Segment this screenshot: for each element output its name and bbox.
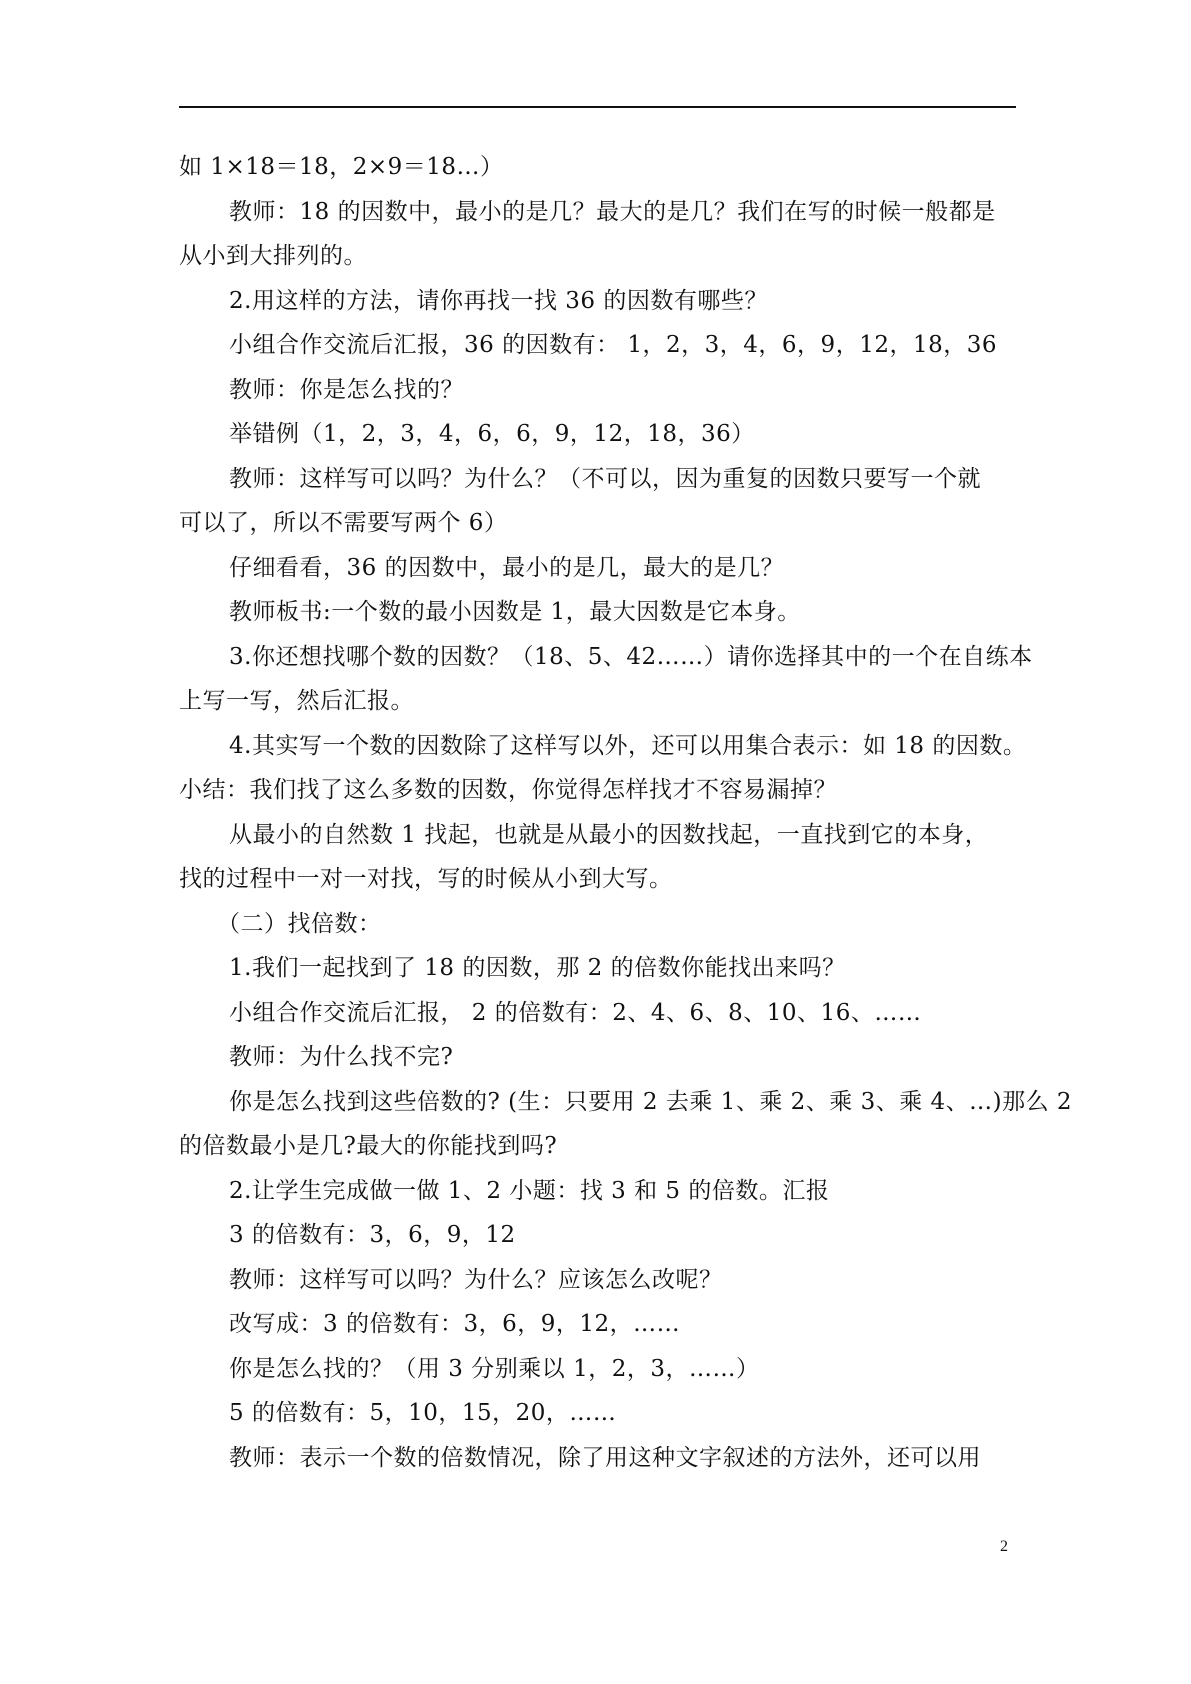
paragraph-line: 教师：表示一个数的倍数情况，除了用这种文字叙述的方法外，还可以用 bbox=[229, 1444, 981, 1471]
paragraph-line: 你是怎么找到这些倍数的? (生：只要用 2 去乘 1、乘 2、乘 3、乘 4、…)那么 2 bbox=[229, 1088, 1073, 1115]
paragraph-line: 小组合作交流后汇报，36 的因数有： 1，2，3，4，6，9，12，18，36 bbox=[229, 332, 997, 358]
page-number: 2 bbox=[1000, 1538, 1008, 1555]
paragraph-line: 找的过程中一对一对找，写的时候从小到大写。 bbox=[179, 866, 673, 892]
paragraph-line: 教师：你是怎么找的？ bbox=[229, 376, 464, 403]
paragraph-line: 从小到大排列的。 bbox=[179, 243, 367, 269]
paragraph-line: 上写一写，然后汇报。 bbox=[179, 688, 414, 714]
paragraph-line: 的倍数最小是几?最大的你能找到吗? bbox=[179, 1133, 558, 1159]
paragraph-line: 教师：这样写可以吗？为什么？（不可以，因为重复的因数只要写一个就 bbox=[229, 465, 981, 492]
paragraph-line: 2.用这样的方法，请你再找一找 36 的因数有哪些？ bbox=[229, 287, 768, 314]
paragraph-line: 举错例（1，2，3，4，6，6，9，12，18，36） bbox=[229, 421, 755, 447]
paragraph-line: 3 的倍数有：3，6，9，12 bbox=[229, 1222, 516, 1248]
paragraph-line: 如 1×18＝18，2×9＝18…） bbox=[179, 154, 504, 180]
header-rule bbox=[179, 106, 1016, 108]
paragraph-line: 3.你还想找哪个数的因数？（18、5、42……）请你选择其中的一个在自练本 bbox=[229, 643, 1033, 670]
document-body bbox=[179, 145, 1073, 1480]
paragraph-line: 可以了，所以不需要写两个 6） bbox=[179, 510, 508, 536]
paragraph-line: （二）找倍数： bbox=[217, 910, 382, 937]
paragraph-line: 1.我们一起找到了 18 的因数，那 2 的倍数你能找出来吗？ bbox=[229, 955, 846, 981]
paragraph-line: 改写成：3 的倍数有：3，6，9，12，…… bbox=[229, 1311, 681, 1337]
paragraph-line: 仔细看看，36 的因数中，最小的是几，最大的是几？ bbox=[229, 554, 785, 581]
paragraph-line: 教师：这样写可以吗？为什么？应该怎么改呢？ bbox=[229, 1266, 723, 1293]
paragraph-line: 4.其实写一个数的因数除了这样写以外，还可以用集合表示：如 18 的因数。 bbox=[229, 732, 1027, 759]
paragraph-line: 小组合作交流后汇报， 2 的倍数有：2、4、6、8、10、16、…… bbox=[229, 999, 922, 1026]
paragraph-line: 从最小的自然数 1 找起，也就是从最小的因数找起，一直找到它的本身， bbox=[229, 821, 989, 848]
paragraph-line: 5 的倍数有：5，10，15，20，…… bbox=[229, 1400, 617, 1426]
paragraph-line: 2.让学生完成做一做 1、2 小题：找 3 和 5 的倍数。汇报 bbox=[229, 1177, 830, 1204]
paragraph-line: 小结：我们找了这么多数的因数，你觉得怎样找才不容易漏掉？ bbox=[179, 777, 837, 803]
paragraph-line: 教师板书:一个数的最小因数是 1，最大因数是它本身。 bbox=[229, 599, 801, 625]
paragraph-line: 教师：为什么找不完? bbox=[229, 1044, 454, 1070]
paragraph-line: 你是怎么找的？（用 3 分别乘以 1，2，3，……） bbox=[229, 1355, 760, 1382]
paragraph-line: 教师：18 的因数中，最小的是几？最大的是几？我们在写的时候一般都是 bbox=[229, 198, 996, 225]
